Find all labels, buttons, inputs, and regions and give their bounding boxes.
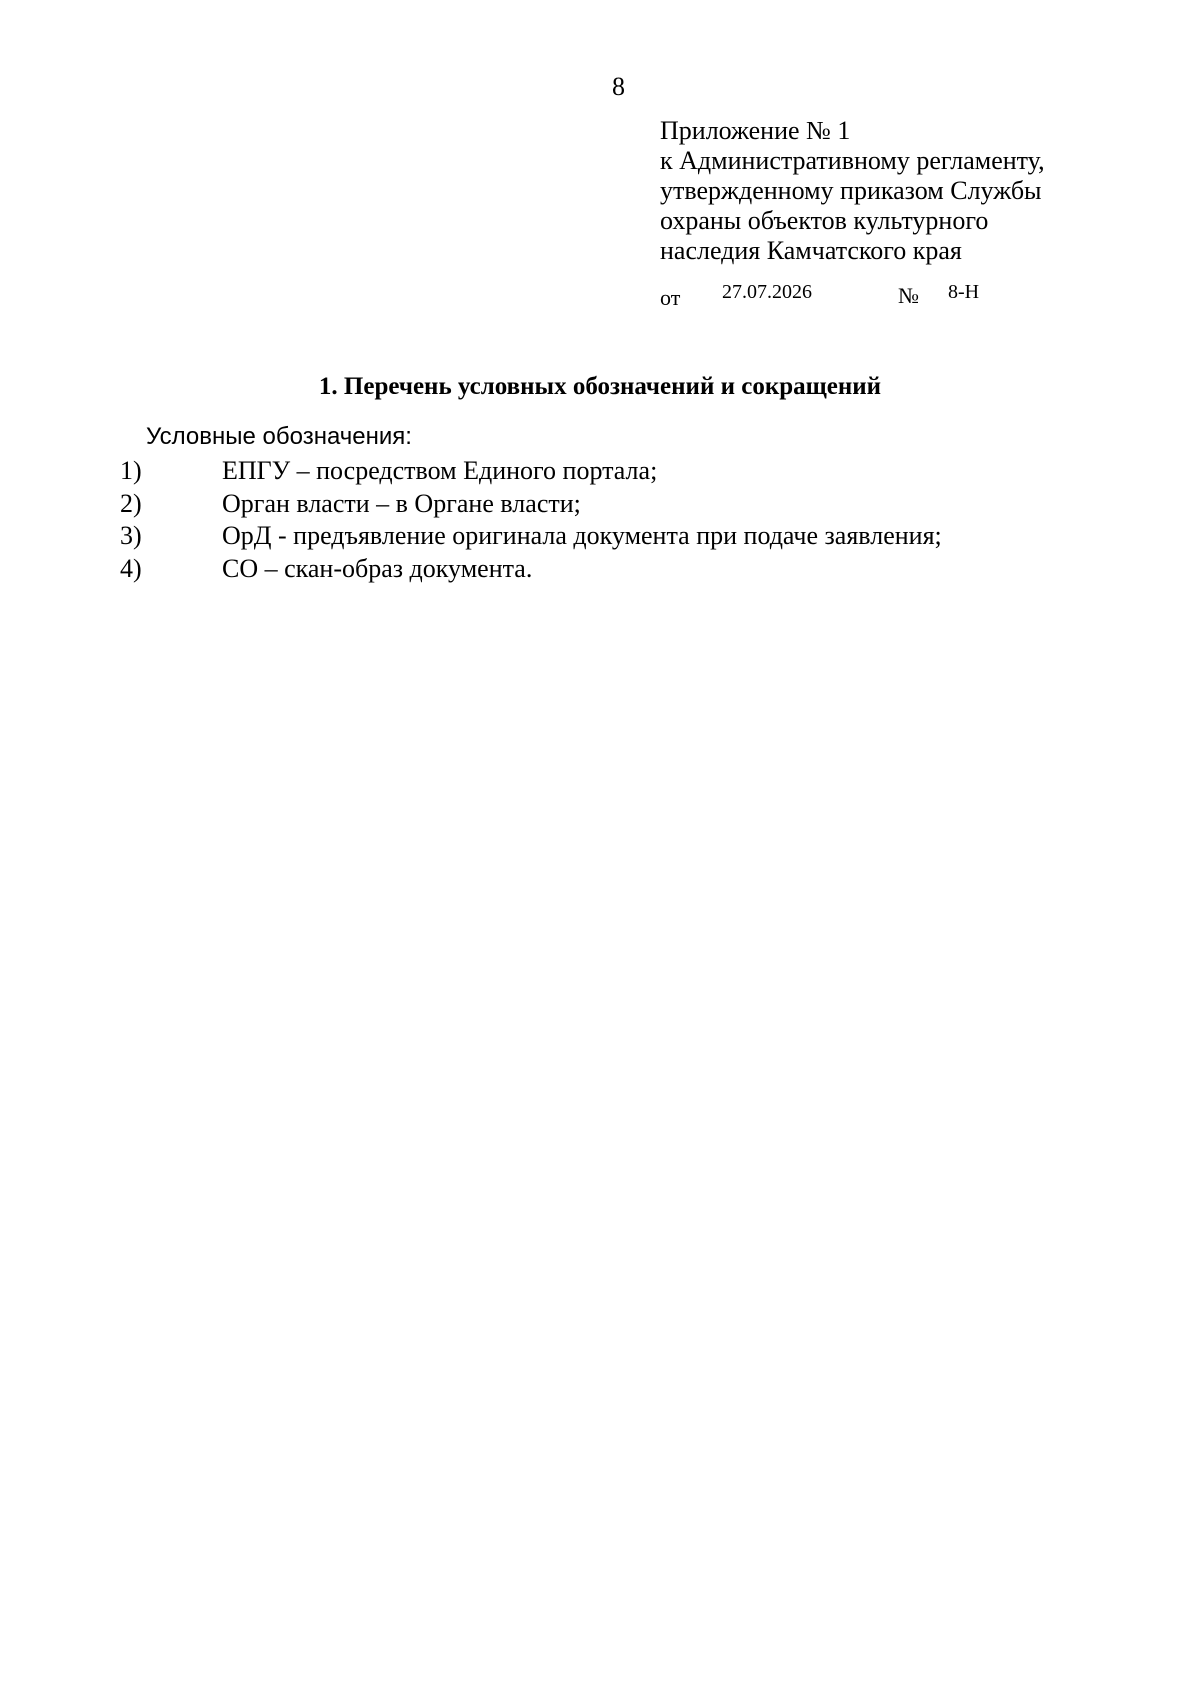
list-item — [0, 488, 1200, 521]
list-item-text: ОрД - предъявление оригинала документа при подаче заявления; — [222, 521, 942, 550]
order-number-label: № — [898, 283, 919, 308]
list-item — [0, 553, 1200, 586]
list-item-text: Орган власти – в Органе власти; — [222, 488, 581, 518]
appendix-line: к Административному регламенту, — [660, 146, 1045, 175]
list-item-number: 2) — [120, 488, 142, 518]
order-from-label: от — [660, 285, 681, 310]
abbreviation-list — [0, 455, 1200, 585]
order-date: 27.07.2026 — [722, 281, 812, 303]
page-number: 8 — [612, 72, 625, 101]
order-number: 8-Н — [948, 281, 980, 303]
appendix-block — [660, 116, 1045, 266]
appendix-line: охраны объектов культурного — [660, 206, 989, 235]
list-item — [0, 520, 1200, 553]
list-item-number: 4) — [120, 553, 142, 583]
list-item — [0, 455, 1200, 488]
section-title: 1. Перечень условных обозначений и сокращений — [318, 373, 882, 400]
list-item-text: ЕПГУ – посредством Единого портала; — [222, 456, 658, 485]
list-item-number: 3) — [120, 521, 142, 550]
appendix-line: наследия Камчатского края — [660, 236, 962, 265]
appendix-line: утвержденному приказом Службы — [660, 176, 1042, 205]
legend-label: Условные обозначения: — [146, 423, 412, 450]
list-item-number: 1) — [120, 456, 142, 485]
list-item-text: СО – скан-образ документа. — [222, 553, 533, 583]
appendix-line: Приложение № 1 — [660, 116, 851, 145]
